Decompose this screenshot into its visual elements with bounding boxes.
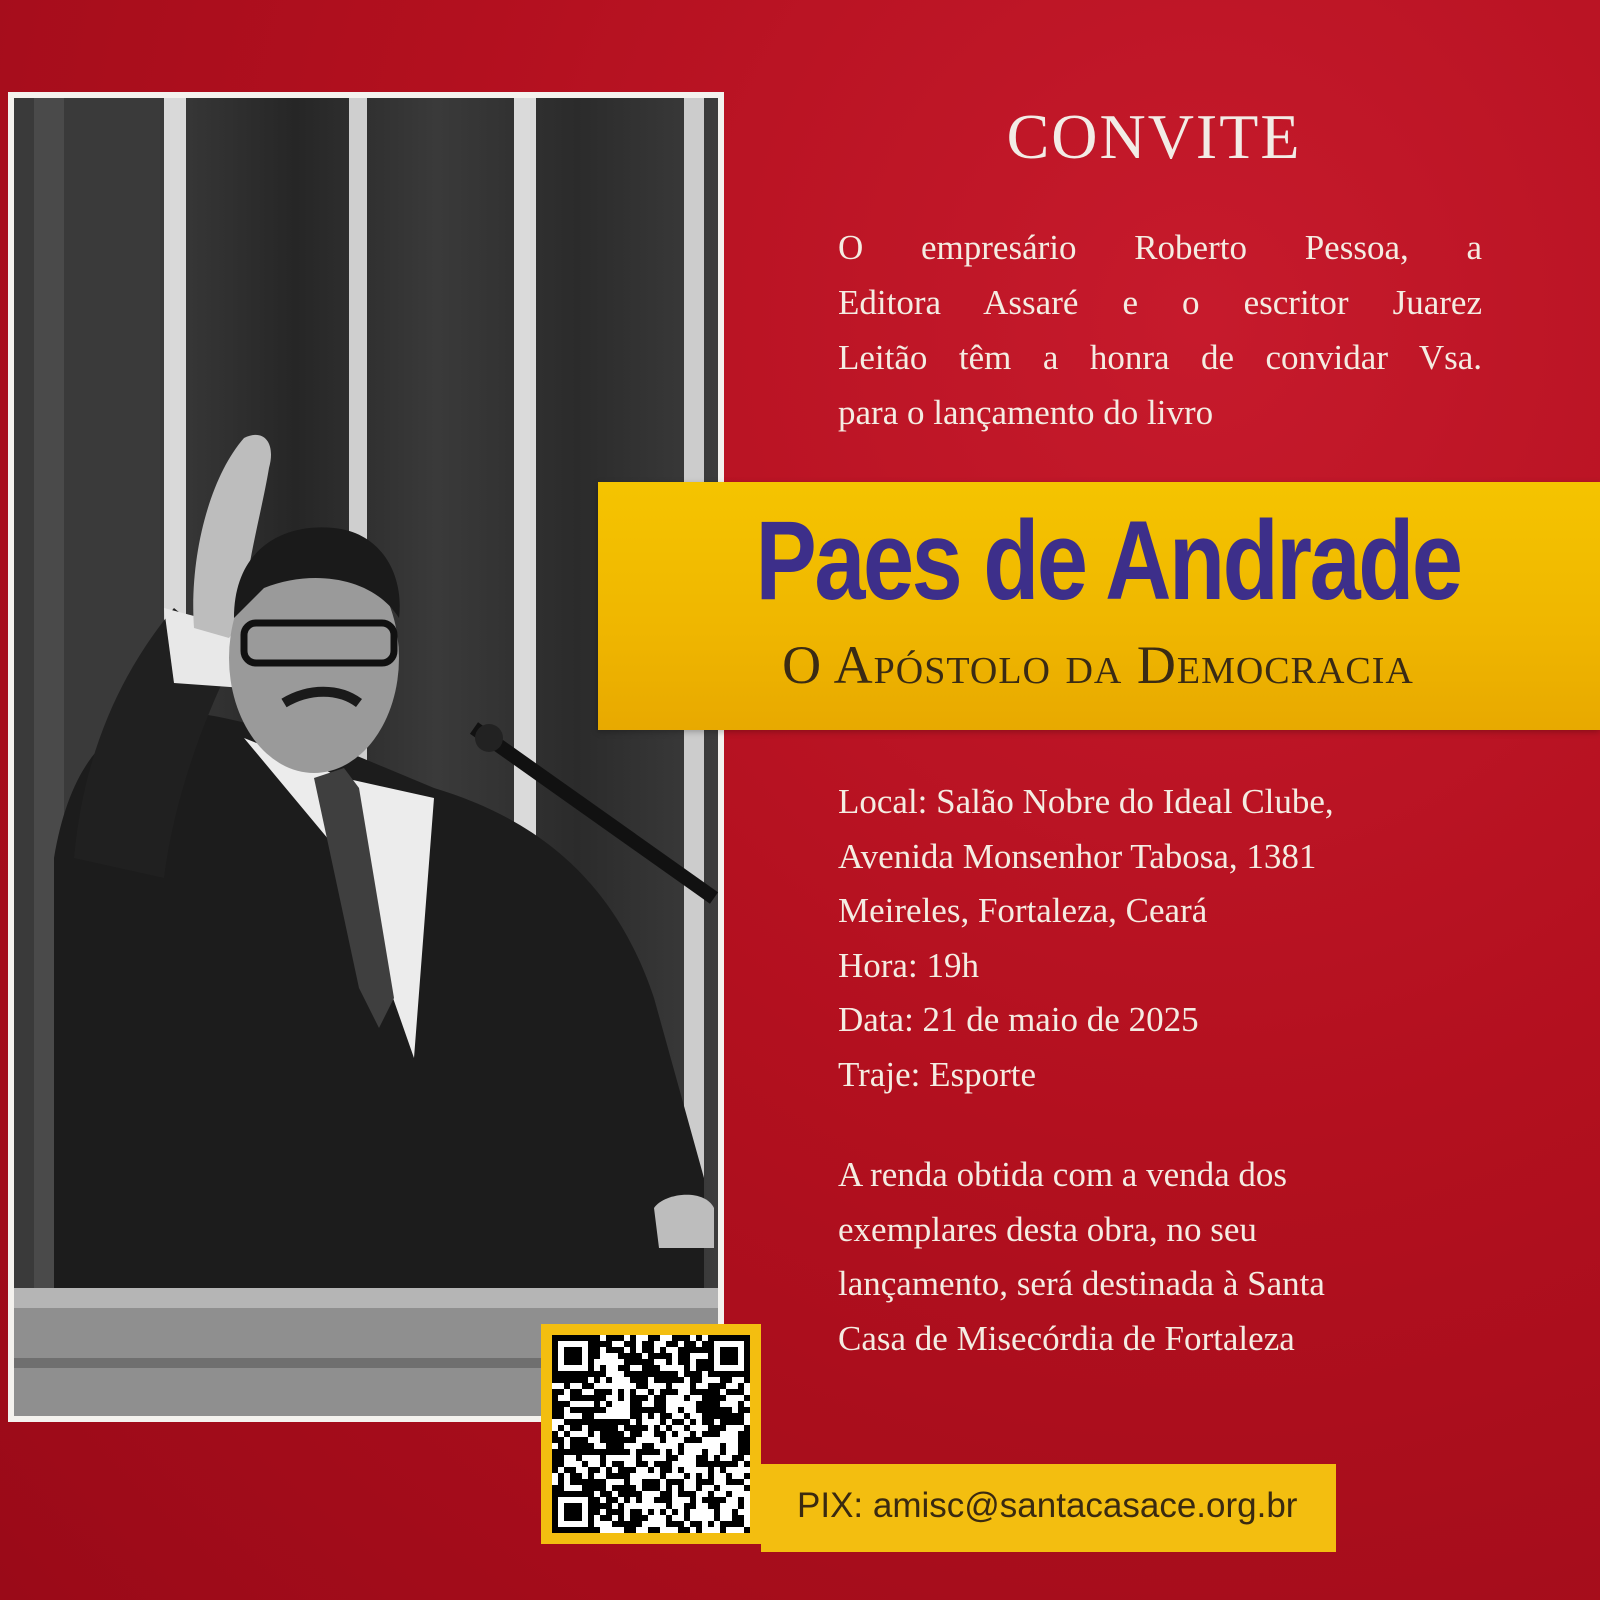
intro-line: O empresário Roberto Pessoa, a	[838, 228, 1482, 267]
qr-code-icon[interactable]	[541, 1324, 761, 1544]
photo-frame	[8, 92, 724, 1422]
intro-line: para o lançamento do livro	[838, 393, 1214, 432]
speaker-photo	[14, 98, 718, 1416]
note-line: A renda obtida com a venda dos	[838, 1155, 1288, 1194]
pix-key: PIX: amisc@santacasace.org.br	[797, 1486, 1298, 1525]
charity-note	[838, 1148, 1538, 1366]
invite-intro	[838, 220, 1482, 440]
book-title-banner	[598, 482, 1600, 730]
book-subtitle: O Apóstolo da Democracia	[782, 635, 1414, 695]
event-time: Hora: 19h	[838, 945, 979, 985]
intro-line: Editora Assaré e o escritor Juarez	[838, 283, 1482, 322]
note-line: lançamento, será destinada à Santa	[838, 1264, 1325, 1303]
note-line: Casa de Misecórdia de Fortaleza	[838, 1318, 1295, 1358]
event-city: Meireles, Fortaleza, Ceará	[838, 891, 1208, 930]
note-line: exemplares desta obra, no seu	[838, 1209, 1257, 1249]
pix-box	[761, 1464, 1336, 1552]
invite-heading: CONVITE	[1006, 101, 1302, 172]
intro-line: Leitão têm a honra de convidar Vsa.	[838, 338, 1482, 377]
event-address: Avenida Monsenhor Tabosa, 1381	[838, 836, 1317, 876]
event-location: Local: Salão Nobre do Ideal Clube,	[838, 782, 1334, 821]
event-date: Data: 21 de maio de 2025	[838, 1000, 1199, 1039]
event-dress-code: Traje: Esporte	[838, 1054, 1036, 1094]
event-details	[838, 775, 1538, 1102]
book-title: Paes de Andrade	[755, 498, 1461, 623]
